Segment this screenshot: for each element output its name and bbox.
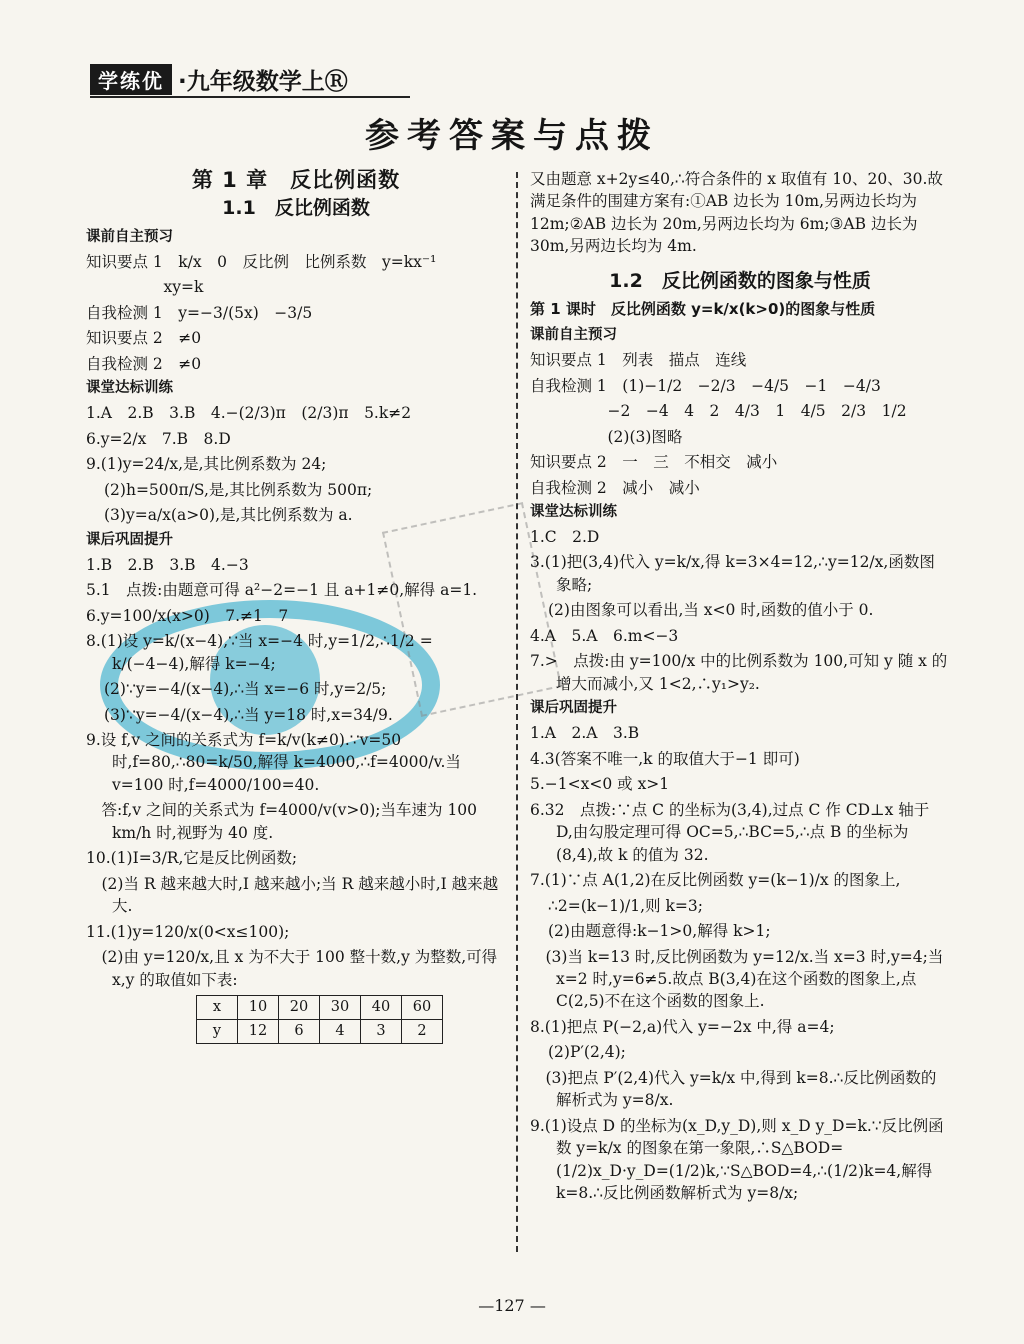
answer-line: 9.(1)y=24/x,是,其比例系数为 24; (86, 455, 327, 474)
answer-line: 1.A 2.B 3.B 4.−(2/3)π (2/3)π 5.k≠2 (86, 404, 412, 423)
answer-line: (3)∵y=−4/(x−4),∴当 y=18 时,x=34/9. (104, 705, 393, 724)
table-cell: 60 (402, 996, 443, 1020)
table-cell: 4 (320, 1020, 361, 1044)
page-title: 参考答案与点拨 (365, 116, 659, 156)
section-heading: 1.2 反比例函数的图象与性质 (609, 269, 871, 292)
column-divider (516, 172, 518, 1252)
answer-line: 6.y=100/x(x>0) 7.≠1 7 (86, 606, 289, 625)
table-cell: 40 (361, 996, 402, 1020)
chapter-heading: 第 1 章 反比例函数 (191, 168, 401, 192)
answer-line: −2 −4 4 2 4/3 1 4/5 2/3 1/2 (530, 402, 907, 421)
values-table (196, 995, 443, 1044)
answer-line: 知识要点 2 ≠0 (86, 329, 202, 348)
answer-line: 1.B 2.B 3.B 4.−3 (86, 555, 249, 574)
answer-line: (2)P′(2,4); (548, 1043, 626, 1062)
answer-line: (2)由图象可以看出,当 x<0 时,函数的值小于 0. (548, 601, 874, 620)
table-cell: 6 (279, 1020, 320, 1044)
answer-line: (2)当 R 越来越大时,I 越来越小;当 R 越来越小时,I 越来越大. (86, 874, 499, 916)
subsection-heading: 课前自主预习 (530, 327, 617, 344)
answer-line: (3)y=a/x(a>0),是,其比例系数为 a. (104, 506, 353, 525)
answer-line: 9.设 f,v 之间的关系式为 f=k/v(k≠0).∵v=50 时,f=80,∴80=k/50,解得 k=4000,∴f=4000/v.当 v=100 时,f=4000/100=40. (86, 731, 461, 794)
answer-line: (2)(3)图略 (530, 427, 683, 446)
answer-line: 8.(1)把点 P(−2,a)代入 y=−2x 中,得 a=4; (530, 1017, 835, 1036)
table-cell: 12 (238, 1020, 279, 1044)
subsection-heading: 课堂达标训练 (86, 380, 173, 397)
answer-line: 4.3(答案不唯一,k 的取值大于−1 即可) (530, 749, 800, 768)
answer-line: 1.A 2.A 3.B (530, 724, 640, 743)
table-cell: 20 (279, 996, 320, 1020)
answer-line: (2)∵y=−4/(x−4),∴当 x=−6 时,y=2/5; (104, 680, 387, 699)
answer-line: (2)由 y=120/x,且 x 为不大于 100 整十数,y 为整数,可得 x,y 的取值如下表: (86, 948, 498, 989)
table-cell: y (197, 1020, 238, 1044)
answer-line: 9.(1)设点 D 的坐标为(x_D,y_D),则 x_D y_D=k.∵反比例函数 y=k/x 的图象在第一象限,∴S△BOD=(1/2)x_D·y_D=(1/2)k,∵S△BOD=4,∴(1/2)k=4,解得 k=8.∴反比例函数解析式为 y=8/x; (530, 1116, 944, 1203)
answer-line: 答:f,v 之间的关系式为 f=4000/v(v>0);当车速为 100 km/h 时,视野为 40 度. (86, 801, 478, 842)
right-answers (530, 325, 950, 1205)
answer-line: 7.(1)∵点 A(1,2)在反比例函数 y=(k−1)/x 的图象上, (530, 871, 901, 890)
book-header (90, 62, 348, 96)
table-row-y (197, 1020, 443, 1044)
answer-line: 6.y=2/x 7.B 8.D (86, 429, 231, 448)
table-cell: 3 (361, 1020, 402, 1044)
lesson-heading: 第 1 课时 反比例函数 y=k/x(k>0)的图象与性质 (530, 300, 876, 319)
book-title: ·九年级数学上Ⓡ (178, 68, 348, 95)
answer-line: 自我检测 2 减小 减小 (530, 478, 700, 497)
answer-line: (2)h=500π/S,是,其比例系数为 500π; (104, 480, 373, 499)
answer-line: (3)当 k=13 时,反比例函数为 y=12/x.当 x=3 时,y=4;当 x=2 时,y=6≠5.故点 B(3,4)在这个函数的图象上,点 C(2,5)不在这个函数的图象上. (530, 947, 944, 1011)
answer-line: 自我检测 1 (1)−1/2 −2/3 −4/5 −1 −4/3 (530, 376, 881, 395)
answer-line: 知识要点 2 一 三 不相交 减小 (530, 453, 778, 472)
answer-line: 5.−1<x<0 或 x>1 (530, 775, 670, 794)
answer-line: 知识要点 1 k/x 0 反比例 比例系数 y=kx⁻¹ (86, 253, 437, 271)
header-rule (90, 96, 410, 98)
table-row-x (197, 996, 443, 1020)
answer-line: ∴2=(k−1)/1,则 k=3; (548, 896, 703, 915)
answer-line: 知识要点 1 列表 描点 连线 (530, 351, 747, 370)
answer-line: 自我检测 2 ≠0 (86, 354, 202, 373)
answer-line: 1.C 2.D (530, 528, 600, 547)
answer-line: 10.(1)I=3/R,它是反比例函数; (86, 849, 298, 868)
subsection-heading: 课后巩固提升 (530, 700, 617, 717)
subsection-heading: 课堂达标训练 (530, 504, 617, 520)
answer-line: 8.(1)设 y=k/(x−4),∵当 x=−4 时,y=1/2,∴1/2 = k/(−4−4),解得 k=−4; (86, 632, 433, 673)
subsection-heading: 课后巩固提升 (86, 531, 173, 548)
answer-line: 7.> 点拨:由 y=100/x 中的比例系数为 100,可知 y 随 x 的增大而减小,又 1<2,∴y₁>y₂. (530, 652, 948, 693)
answer-line: 11.(1)y=120/x(0<x≤100); (86, 922, 290, 941)
page-number: —127 — (478, 1296, 546, 1315)
table-cell: 10 (238, 996, 279, 1020)
answer-line: (2)由题意得:k−1>0,解得 k>1; (548, 922, 771, 941)
table-cell: 30 (320, 996, 361, 1020)
answer-line: 5.1 点拨:由题意可得 a²−2=−1 且 a+1≠0,解得 a=1. (86, 581, 478, 600)
answer-line: 3.(1)把(3,4)代入 y=k/x,得 k=3×4=12,∴y=12/x,函数图象略; (530, 553, 935, 594)
left-column (86, 165, 506, 1044)
section-heading: 1.1 反比例函数 (222, 197, 370, 220)
subsection-heading: 课前自主预习 (86, 228, 173, 245)
answer-line: 自我检测 1 y=−3/(5x) −3/5 (86, 303, 313, 322)
answer-line: xy=k (86, 278, 204, 297)
table-cell: 2 (402, 1020, 443, 1044)
answer-line: 4.A 5.A 6.m<−3 (530, 626, 679, 645)
right-column (530, 165, 950, 1208)
left-answers (86, 227, 506, 991)
series-logo: 学练优 (90, 64, 172, 95)
answer-line: 6.32 点拨:∵点 C 的坐标为(3,4),过点 C 作 CD⊥x 轴于 D,由勾股定理可得 OC=5,∴BC=5,∴点 B 的坐标为(8,4),故 k 的值为 32. (530, 800, 930, 864)
table-cell: x (197, 996, 238, 1020)
answer-line: (3)把点 P′(2,4)代入 y=k/x 中,得到 k=8.∴反比例函数的解析式为 y=8/x. (530, 1068, 937, 1110)
continued-answer: 又由题意 x+2y≤40,∴符合条件的 x 取值有 10、20、30.故满足条件的围建方案有:①AB 边长为 10m,另两边长均为 12m;②AB 边长为 20m,另两边长均为 6m;③AB 边长为 30m,另两边长均为 4m. (530, 170, 943, 256)
